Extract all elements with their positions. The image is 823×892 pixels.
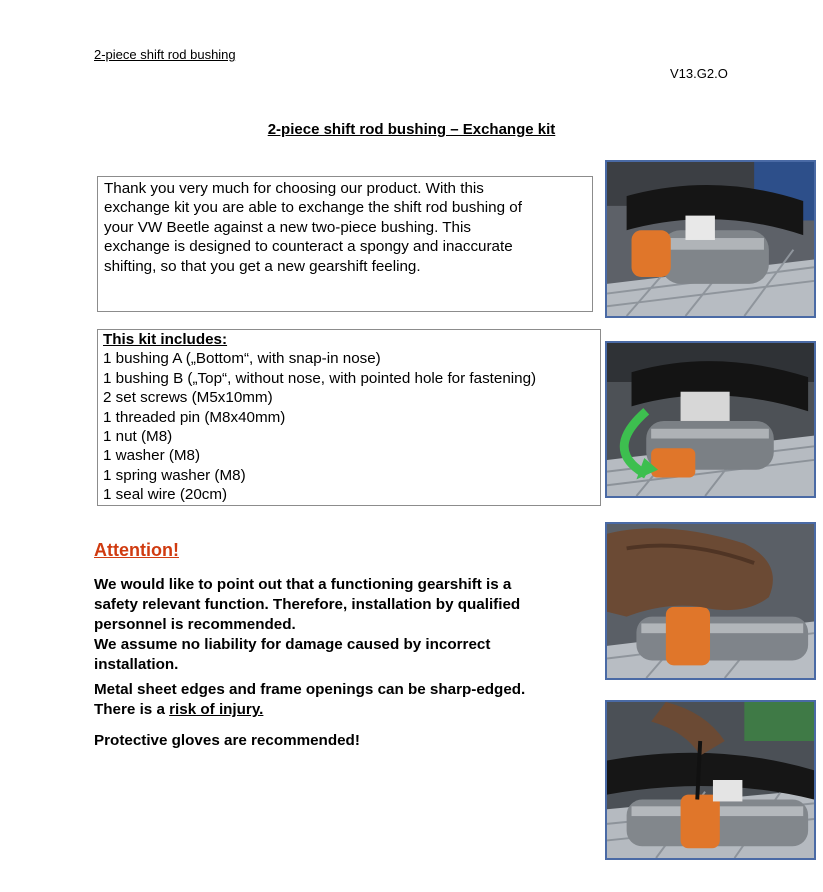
kit-item: 1 nut (M8): [103, 428, 173, 446]
intro-line: exchange kit you are able to exchange the shift rod bushing of: [104, 199, 522, 217]
warning-line: We assume no liability for damage caused by incorrect: [94, 636, 491, 653]
kit-item: 2 set screws (M5x10mm): [103, 389, 273, 407]
kit-contents-box: [97, 329, 601, 506]
photo-bushing-on-rod: [605, 160, 816, 318]
intro-line: Thank you very much for choosing our product. With this: [104, 180, 484, 197]
version-label: V13.G2.O: [670, 66, 728, 81]
kit-item: 1 seal wire (20cm): [103, 486, 228, 504]
warning-line: personnel is recommended.: [94, 616, 296, 633]
photo-bushing-insert-arrow: [605, 341, 816, 498]
warning-line: installation.: [94, 656, 179, 673]
kit-title: This kit includes:: [103, 331, 228, 348]
header-title: 2-piece shift rod bushing: [94, 47, 236, 62]
intro-box: [97, 176, 593, 312]
warning-line: We would like to point out that a functioning gearshift is a: [94, 576, 512, 593]
sharp-edges-paragraph: [94, 680, 594, 720]
intro-line: your VW Beetle against a new two-piece bushing. This: [104, 218, 471, 236]
kit-item: 1 threaded pin (M8x40mm): [103, 408, 286, 426]
gloves-notice: Protective gloves are recommended!: [94, 732, 360, 749]
kit-item: 1 washer (M8): [103, 447, 201, 465]
page-title: 2-piece shift rod bushing – Exchange kit: [267, 121, 556, 138]
kit-item: 1 bushing B („Top“, without nose, with pointed hole for fastening): [103, 369, 537, 387]
attention-heading: Attention!: [94, 540, 179, 560]
warning-line: [94, 700, 594, 720]
warning-line: safety relevant function. Therefore, installation by qualified: [94, 596, 521, 613]
photo-tightening-screw: [605, 700, 816, 860]
warning-line: Metal sheet edges and frame openings can be sharp-edged.: [94, 681, 526, 698]
intro-line: shifting, so that you get a new gearshift feeling.: [104, 257, 421, 275]
kit-item: 1 spring washer (M8): [103, 466, 246, 484]
warning-paragraph: [94, 575, 594, 675]
photo-hand-pressing: [605, 522, 816, 680]
kit-item: 1 bushing A („Bottom“, with snap-in nose): [103, 350, 381, 368]
risk-prefix: There is a: [94, 701, 170, 718]
risk-of-injury: risk of injury.: [169, 701, 264, 718]
intro-line: exchange is designed to counteract a spongy and inaccurate: [104, 238, 513, 256]
